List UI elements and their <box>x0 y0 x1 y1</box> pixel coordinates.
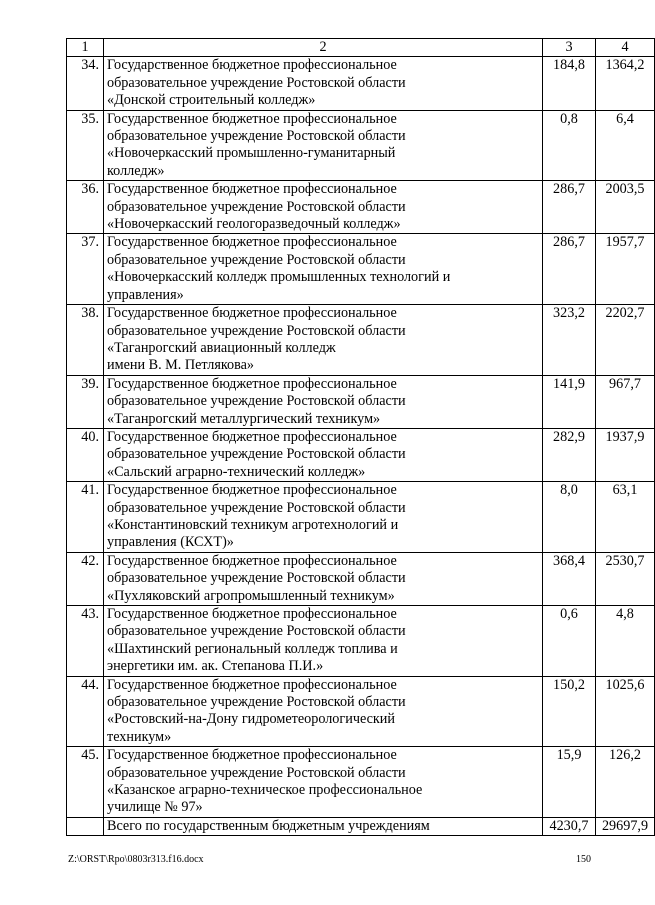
institution-name-line: Государственное бюджетное профессиональное <box>107 482 397 499</box>
row-number: 35. <box>67 110 104 181</box>
institution-name <box>104 57 543 110</box>
budget-table <box>66 38 655 836</box>
institution-name-line: Государственное бюджетное профессиональное <box>107 747 397 764</box>
header-cell-2: 2 <box>104 39 543 57</box>
institution-name <box>104 606 543 677</box>
row-number: 45. <box>67 747 104 818</box>
table-row <box>67 110 655 181</box>
table-row <box>67 375 655 428</box>
institution-name-line: образовательное учреждение Ростовской области <box>107 393 406 410</box>
institution-name-line: Государственное бюджетное профессиональное <box>107 110 397 127</box>
institution-name <box>104 482 543 553</box>
institution-name-line: колледж» <box>107 162 165 179</box>
header-cell-4: 4 <box>596 39 655 57</box>
header-row <box>67 39 655 57</box>
table-row <box>67 552 655 605</box>
value-col-3: 150,2 <box>543 676 596 747</box>
value-col-3: 286,7 <box>543 181 596 234</box>
institution-name-line: образовательное учреждение Ростовской области <box>107 128 406 145</box>
institution-name-line: образовательное учреждение Ростовской области <box>107 570 406 587</box>
institution-name-line: училище № 97» <box>107 799 203 816</box>
value-col-4: 2530,7 <box>596 552 655 605</box>
value-col-3: 15,9 <box>543 747 596 818</box>
value-col-4: 2003,5 <box>596 181 655 234</box>
institution-name-line: образовательное учреждение Ростовской области <box>107 322 406 339</box>
value-col-3: 8,0 <box>543 482 596 553</box>
institution-name-line: «Донской строительный колледж» <box>107 92 316 109</box>
institution-name-line: «Новочеркасский колледж промышленных технологий и <box>107 269 451 286</box>
institution-name <box>104 428 543 481</box>
value-col-4: 126,2 <box>596 747 655 818</box>
value-col-3: 184,8 <box>543 57 596 110</box>
institution-name <box>104 552 543 605</box>
institution-name <box>104 676 543 747</box>
institution-name <box>104 234 543 305</box>
institution-name-line: Государственное бюджетное профессиональное <box>107 305 397 322</box>
value-col-4: 1937,9 <box>596 428 655 481</box>
institution-name <box>104 110 543 181</box>
header-cell-3: 3 <box>543 39 596 57</box>
row-number: 42. <box>67 552 104 605</box>
row-number: 41. <box>67 482 104 553</box>
value-col-3: 323,2 <box>543 305 596 376</box>
value-col-4: 1957,7 <box>596 234 655 305</box>
institution-name-line: Государственное бюджетное профессиональное <box>107 57 397 74</box>
institution-name <box>104 747 543 818</box>
value-col-4: 63,1 <box>596 482 655 553</box>
institution-name-line: Государственное бюджетное профессиональное <box>107 552 397 569</box>
institution-name-line: «Таганрогский авиационный колледж <box>107 339 336 356</box>
row-number: 38. <box>67 305 104 376</box>
institution-name <box>104 305 543 376</box>
institution-name-line: «Пухляковский агропромышленный техникум» <box>107 587 395 604</box>
table-row <box>67 428 655 481</box>
table-row <box>67 234 655 305</box>
institution-name-line: образовательное учреждение Ростовской области <box>107 251 406 268</box>
institution-name-line: «Казанское аграрно-техническое профессиональное <box>107 782 423 799</box>
total-col-4: 29697,9 <box>596 817 655 835</box>
institution-name-line: Государственное бюджетное профессиональное <box>107 375 397 392</box>
total-row <box>67 817 655 835</box>
table-row <box>67 747 655 818</box>
institution-name <box>104 375 543 428</box>
table-row <box>67 57 655 110</box>
institution-name-line: управления (КСХТ)» <box>107 534 234 551</box>
total-col-3: 4230,7 <box>543 817 596 835</box>
institution-name-line: Государственное бюджетное профессиональное <box>107 428 397 445</box>
row-number: 39. <box>67 375 104 428</box>
total-label: Всего по государственным бюджетным учреждениям <box>104 817 543 835</box>
institution-name-line: «Ростовский-на-Дону гидрометеорологический <box>107 711 395 728</box>
institution-name-line: энергетики им. ак. Степанова П.И.» <box>107 658 324 675</box>
value-col-4: 1025,6 <box>596 676 655 747</box>
table-row <box>67 181 655 234</box>
value-col-3: 0,6 <box>543 606 596 677</box>
table-row <box>67 676 655 747</box>
institution-name-line: Государственное бюджетное профессиональное <box>107 606 397 622</box>
value-col-4: 1364,2 <box>596 57 655 110</box>
institution-name-line: «Шахтинский региональный колледж топлива и <box>107 640 398 657</box>
institution-name-line: Государственное бюджетное профессиональное <box>107 181 397 198</box>
table-row <box>67 606 655 677</box>
value-col-4: 4,8 <box>596 606 655 677</box>
institution-name-line: образовательное учреждение Ростовской области <box>107 198 406 215</box>
institution-name-line: «Новочеркасский промышленно-гуманитарный <box>107 145 396 162</box>
institution-name-line: «Сальский аграрно-технический колледж» <box>107 463 366 480</box>
institution-name-line: образовательное учреждение Ростовской области <box>107 764 406 781</box>
institution-name-line: имени В. М. Петлякова» <box>107 357 255 374</box>
value-col-3: 286,7 <box>543 234 596 305</box>
footer-file-path: Z:\ORST\Rpo\0803r313.f16.docx <box>68 854 204 865</box>
table-row <box>67 482 655 553</box>
value-col-4: 6,4 <box>596 110 655 181</box>
institution-name-line: образовательное учреждение Ростовской области <box>107 694 406 711</box>
value-col-4: 2202,7 <box>596 305 655 376</box>
value-col-3: 368,4 <box>543 552 596 605</box>
institution-name-line: техникум» <box>107 728 172 745</box>
institution-name-line: образовательное учреждение Ростовской области <box>107 446 406 463</box>
institution-name-line: образовательное учреждение Ростовской области <box>107 499 406 516</box>
institution-name-line: Государственное бюджетное профессиональное <box>107 234 397 251</box>
institution-name-line: Государственное бюджетное профессиональное <box>107 676 397 693</box>
institution-name <box>104 181 543 234</box>
row-number: 40. <box>67 428 104 481</box>
page-number: 150 <box>576 854 591 865</box>
institution-name-line: образовательное учреждение Ростовской области <box>107 74 406 91</box>
value-col-4: 967,7 <box>596 375 655 428</box>
row-number: 44. <box>67 676 104 747</box>
header-cell-1: 1 <box>67 39 104 57</box>
institution-name-line: управления» <box>107 286 184 303</box>
institution-name-line: образовательное учреждение Ростовской области <box>107 623 406 640</box>
row-number: 37. <box>67 234 104 305</box>
institution-name-line: «Новочеркасский геологоразведочный колледж» <box>107 216 401 233</box>
total-row-number-cell <box>67 817 104 835</box>
institution-name-line: «Таганрогский металлургический техникум» <box>107 410 381 427</box>
value-col-3: 0,8 <box>543 110 596 181</box>
value-col-3: 141,9 <box>543 375 596 428</box>
row-number: 34. <box>67 57 104 110</box>
row-number: 36. <box>67 181 104 234</box>
institution-name-line: «Константиновский техникум агротехнологий и <box>107 516 399 533</box>
row-number: 43. <box>67 606 104 677</box>
table-row <box>67 305 655 376</box>
value-col-3: 282,9 <box>543 428 596 481</box>
